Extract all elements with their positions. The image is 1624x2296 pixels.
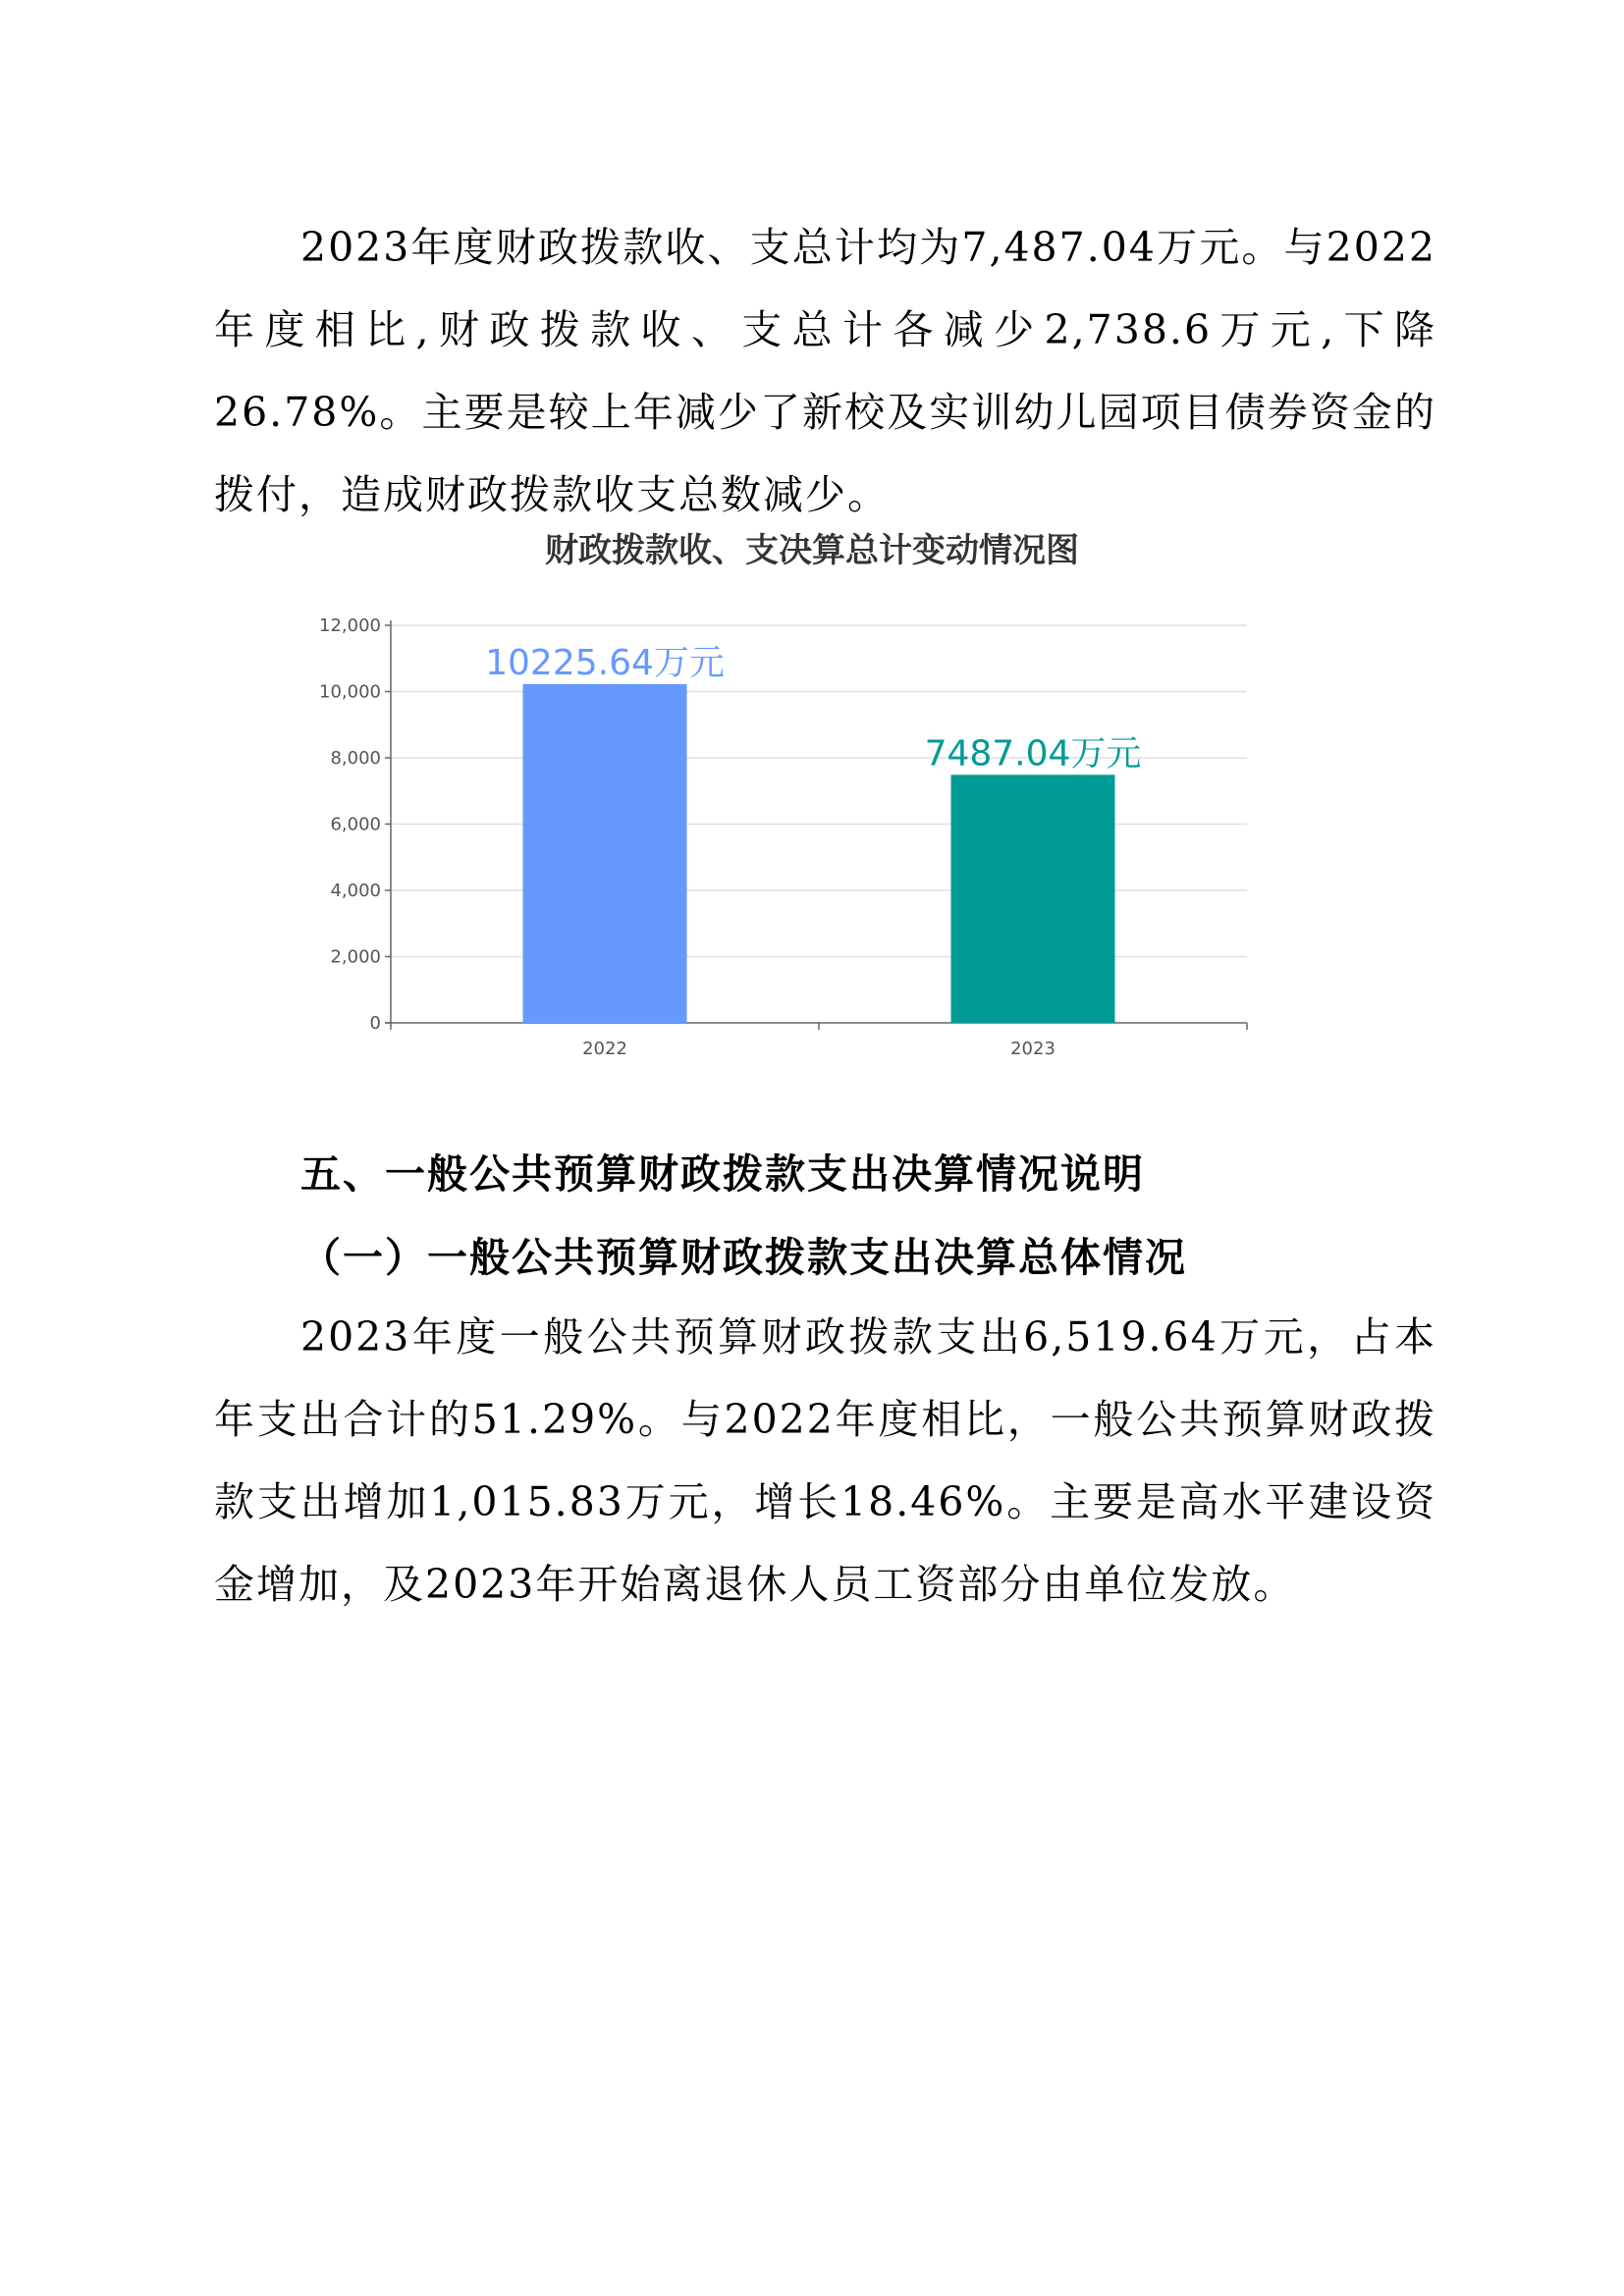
paragraph-general-budget: 2023年度一般公共预算财政拨款支出6,519.64万元，占本年支出合计的51.29%。与2022年度相比，一般公共预算财政拨款支出增加1,015.83万元，增长18.46%。主要是高水平建设资金增加，及2023年开始离退休人员工资部分由单位发放。 (214, 1313, 1436, 1608)
data-label-2023: 7487.04万元 (924, 733, 1142, 774)
y-tick-label: 2,000 (330, 946, 381, 968)
subsection-heading: （一）一般公共预算财政拨款支出决算总体情况 (300, 1234, 1187, 1281)
section-heading: 五、一般公共预算财政拨款支出决算情况说明 (300, 1150, 1145, 1198)
y-tick-label: 0 (369, 1013, 381, 1034)
bar-2022 (523, 684, 687, 1023)
y-tick-label: 8,000 (330, 748, 381, 769)
x-tick-label: 2023 (1010, 1039, 1056, 1059)
y-tick-label: 4,000 (330, 881, 381, 901)
x-tick-label: 2022 (582, 1039, 627, 1059)
paragraph-fiscal-totals: 2023年度财政拨款收、支总计均为7,487.04万元。与2022年度相比,财政拨款收、支总计各减少2,738.6万元,下降26.78%。主要是较上年减少了新校及实训幼儿园项目债券资金的拨付，造成财政拨款收支总数减少。 (214, 224, 1436, 518)
data-label-2022: 10225.64万元 (485, 642, 725, 683)
bar-2023 (951, 774, 1115, 1023)
y-tick-label: 10,000 (319, 681, 381, 703)
bar-chart (295, 599, 1257, 1070)
chart-title: 财政拨款收、支决算总计变动情况图 (545, 531, 1079, 570)
y-tick-label: 12,000 (319, 615, 381, 636)
y-tick-label: 6,000 (330, 814, 381, 835)
